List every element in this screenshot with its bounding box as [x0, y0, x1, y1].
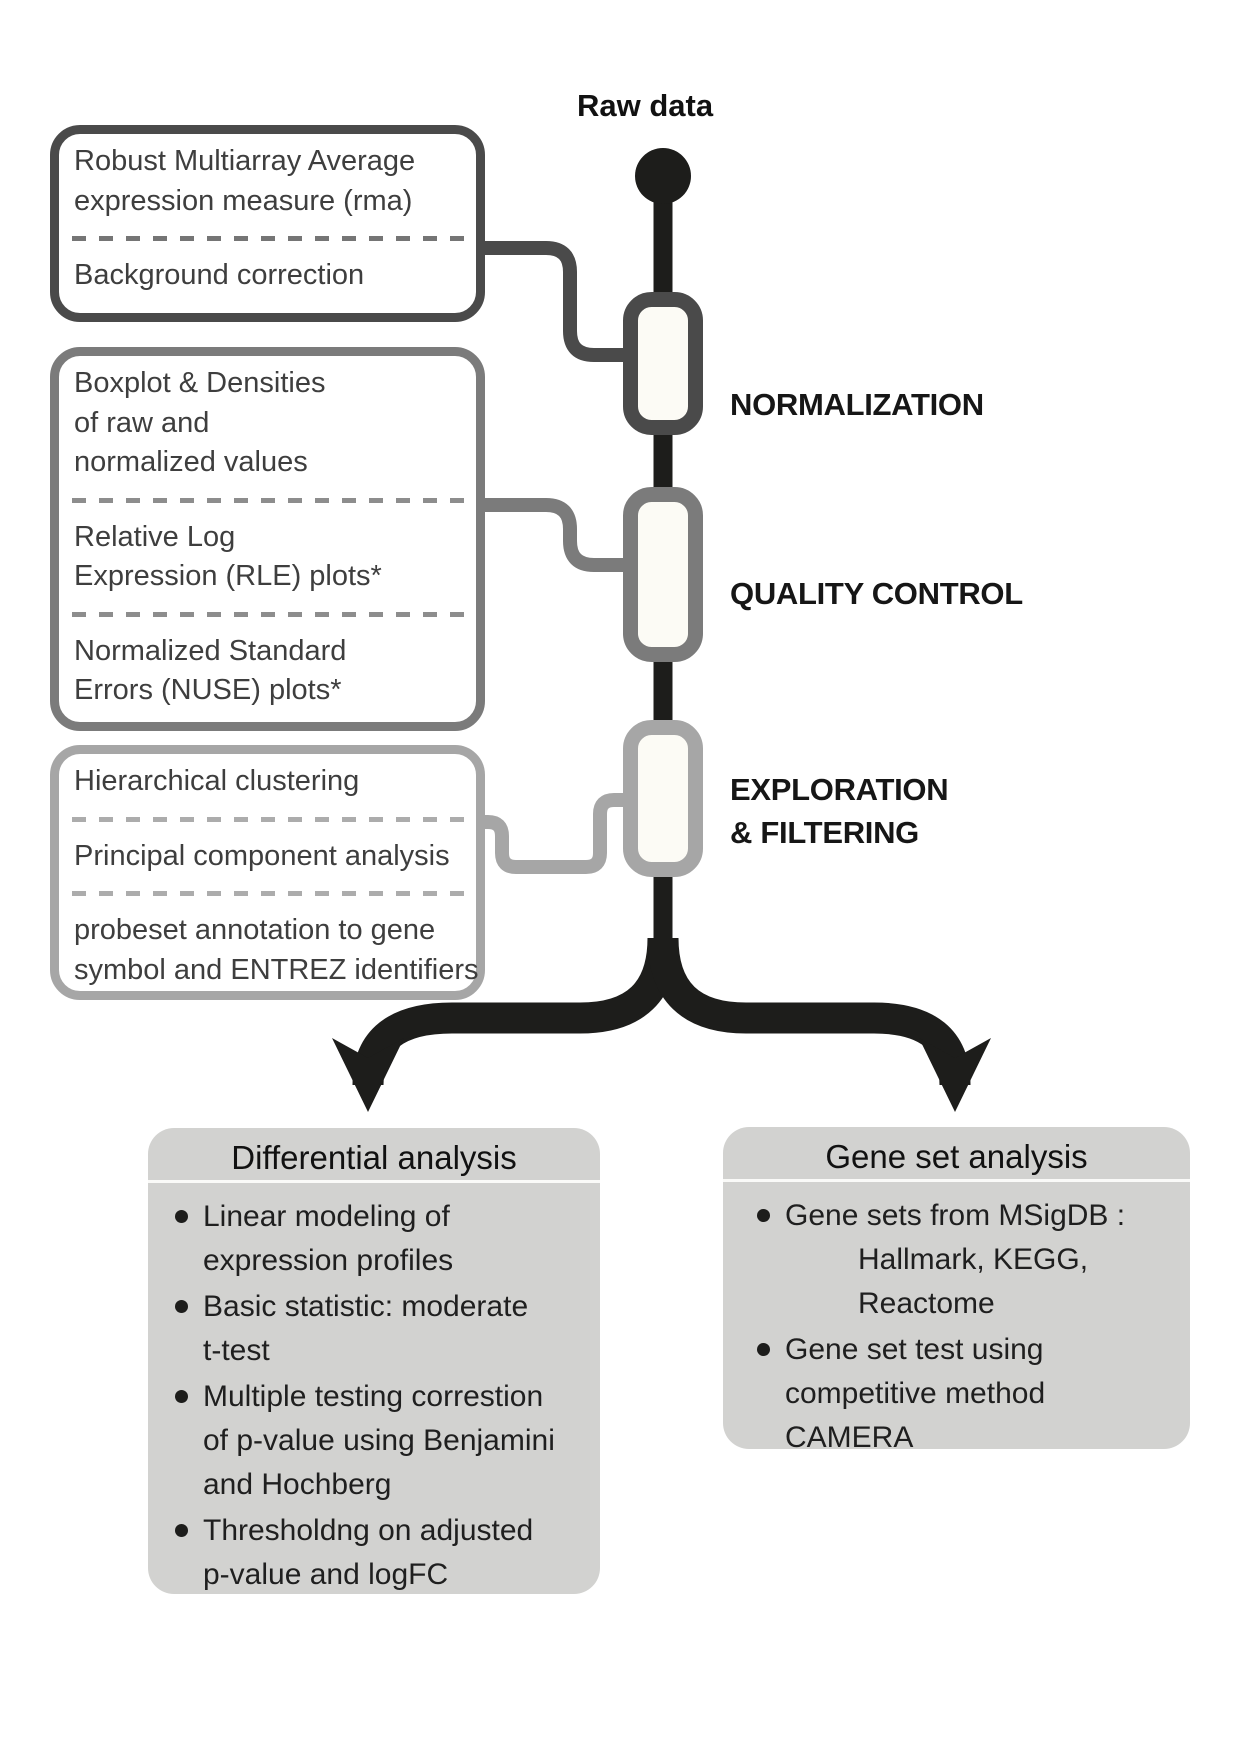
step-text-line: normalized values — [74, 446, 308, 478]
normalization-steps-box — [50, 125, 485, 322]
bullet-item — [755, 1328, 1182, 1460]
stage-label-normalization — [730, 383, 984, 426]
quality-control-steps-box — [50, 347, 485, 731]
differential-analysis-box — [148, 1128, 600, 1594]
connector-normalization — [478, 248, 640, 355]
bullet-line: Basic statistic: moderate — [203, 1290, 529, 1323]
branch-right-arm — [663, 938, 955, 1085]
stage-label-line: & FILTERING — [730, 815, 919, 850]
dashed-separator — [72, 817, 466, 822]
bullet-line: Multiple testing correstion — [203, 1380, 544, 1413]
step-text-line: Principal component analysis — [74, 839, 450, 872]
step-text-line: Errors (NUSE) plots* — [74, 674, 342, 706]
dashed-separator — [72, 612, 466, 617]
stage-label-line: NORMALIZATION — [730, 387, 984, 422]
stage-label-quality-control — [730, 572, 1023, 615]
bullet-item — [173, 1195, 592, 1283]
differential-analysis-title: Differential analysis — [231, 1139, 517, 1176]
bullet-line: Linear modeling of — [203, 1200, 450, 1233]
step-text-line: probeset annotation to gene — [74, 914, 436, 946]
bullet-subline: Hallmark, KEGG, — [858, 1243, 1089, 1276]
step-text-line: Expression (RLE) plots* — [74, 560, 382, 592]
dashed-separator — [72, 498, 466, 503]
connector-quality-control — [478, 505, 640, 565]
gene-set-analysis-list — [723, 1182, 1190, 1460]
step-text-line: Boxplot & Densities — [74, 367, 326, 399]
bullet-line: Gene sets from MSigDB : — [785, 1199, 1126, 1232]
step-text-line: expression measure (rma) — [74, 184, 413, 217]
bullet-subline: Reactome — [858, 1287, 995, 1320]
normalization-node — [631, 300, 696, 428]
bullet-item — [173, 1285, 592, 1373]
bullet-line: t-test — [203, 1334, 270, 1367]
bullet-line: p-value and logFC — [203, 1558, 449, 1591]
gene-set-analysis-box — [723, 1127, 1190, 1454]
raw-data-label: Raw data — [577, 88, 714, 123]
step-text-line: Robust Multiarray Average — [74, 145, 416, 177]
bullet-item — [173, 1509, 592, 1597]
bullet-line: Thresholdng on adjusted — [203, 1514, 534, 1547]
stage-label-line: QUALITY CONTROL — [730, 576, 1023, 611]
bullet-line: CAMERA — [785, 1421, 914, 1454]
exploration-node — [631, 728, 696, 870]
bullet-line: of p-value using Benjamini — [203, 1424, 555, 1457]
step-text-line: symbol and ENTREZ identifiers — [74, 953, 479, 986]
stage-label-line: EXPLORATION — [730, 772, 949, 807]
dashed-separator — [72, 236, 466, 241]
bullet-line: expression profiles — [203, 1244, 454, 1277]
step-text-line: Normalized Standard — [74, 634, 347, 667]
raw-data-dot — [635, 148, 691, 204]
dashed-separator — [72, 891, 466, 896]
step-text-line: Hierarchical clustering — [74, 765, 360, 797]
bullet-line: competitive method — [785, 1377, 1046, 1410]
exploration-steps-box — [50, 745, 485, 1000]
differential-analysis-list — [148, 1183, 600, 1597]
bullet-line: Gene set test using — [785, 1333, 1044, 1366]
gene-set-analysis-title: Gene set analysis — [825, 1138, 1088, 1175]
step-text-line: of raw and — [74, 406, 210, 439]
bullet-item — [173, 1375, 592, 1507]
bullet-item — [755, 1194, 1182, 1326]
step-text-line: Relative Log — [74, 520, 236, 553]
bullet-line: and Hochberg — [203, 1468, 392, 1501]
stage-label-exploration-filtering — [730, 768, 948, 854]
connector-exploration — [478, 800, 640, 867]
quality-control-node — [631, 495, 696, 655]
step-text-line: Background correction — [74, 259, 365, 291]
